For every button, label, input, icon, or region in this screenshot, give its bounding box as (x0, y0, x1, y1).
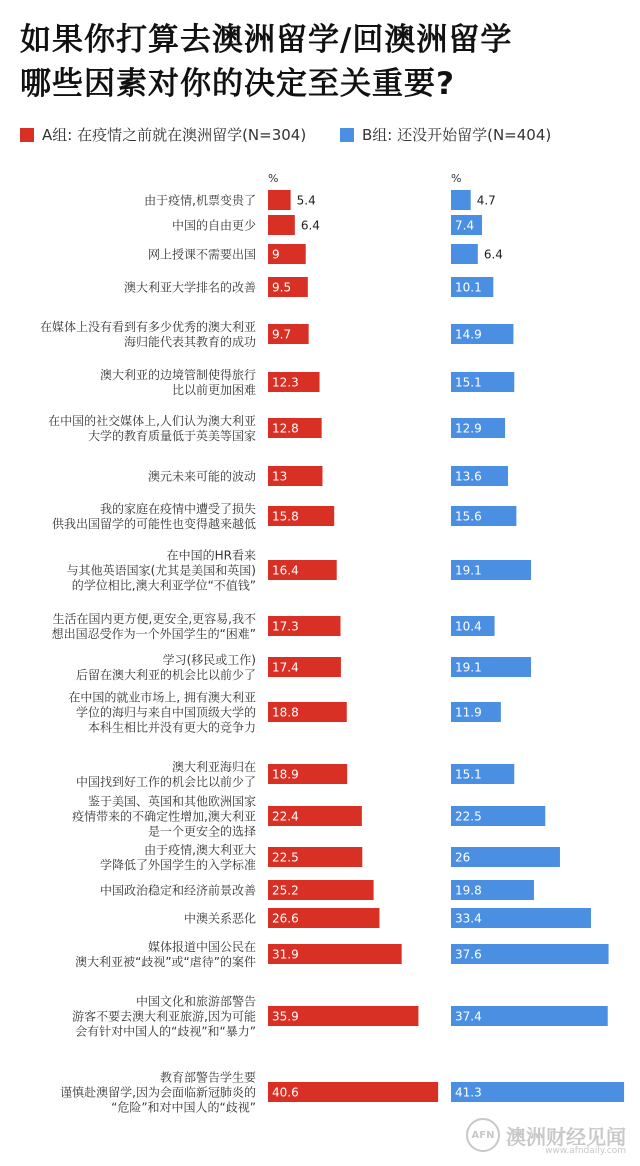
category-label: 由于疫情,机票变贵了 (144, 193, 256, 208)
data-label-group-a: 18.8 (272, 705, 299, 720)
data-label-group-a: 15.8 (272, 509, 299, 524)
category-label: 由于疫情,澳大利亚大学降低了外国学生的入学标准 (99, 843, 256, 872)
data-label-group-a: 6.4 (300, 218, 320, 233)
data-label-group-b: 10.4 (455, 619, 482, 634)
category-label: 我的家庭在疫情中遭受了损失供我出国留学的可能性也变得越来越低 (51, 502, 256, 531)
watermark (466, 1118, 626, 1156)
legend-label-group-a: A组: 在疫情之前就在澳洲留学(N=304) (42, 126, 307, 144)
data-label-group-b: 22.5 (455, 809, 482, 824)
data-label-group-a: 9.7 (272, 327, 292, 342)
data-label-group-a: 13 (272, 469, 288, 484)
data-label-group-b: 19.8 (455, 883, 482, 898)
category-label: 澳大利亚大学排名的改善 (123, 280, 256, 295)
data-label-group-b: 14.9 (455, 327, 482, 342)
data-label-group-b: 13.6 (455, 469, 482, 484)
category-label: 澳大利亚海归在中国找到好工作的机会比以前少了 (75, 760, 256, 789)
data-label-group-b: 12.9 (455, 421, 482, 436)
data-label-group-b: 37.4 (455, 1009, 482, 1024)
bar-group-a (268, 215, 295, 235)
bar-group-b (451, 190, 471, 210)
watermark-logo: AFN (466, 1118, 500, 1152)
data-label-group-b: 19.1 (455, 563, 482, 578)
category-label: 学习(移民或工作)后留在澳大利亚的机会比以前少了 (75, 653, 256, 682)
category-label: 在中国的HR看来与其他英语国家(尤其是美国和英国)的学位相比,澳大利亚学位“不值钱” (66, 548, 256, 593)
data-label-group-a: 12.3 (272, 375, 299, 390)
category-label: 教育部警告学生要谨慎赴澳留学,因为会面临新冠肺炎的“危险”和对中国人的“歧视” (60, 1070, 256, 1115)
data-label-group-b: 15.1 (455, 375, 482, 390)
data-label-group-a: 31.9 (272, 947, 299, 962)
data-label-group-b: 41.3 (455, 1085, 482, 1100)
data-label-group-a: 26.6 (272, 911, 299, 926)
legend-label-group-b: B组: 还没开始留学(N=404) (362, 126, 552, 144)
title-line-2: 哪些因素对你的决定至关重要? (20, 66, 455, 102)
data-label-group-b: 10.1 (455, 280, 482, 295)
data-label-group-a: 5.4 (296, 193, 316, 208)
category-label: 网上授课不需要出国 (147, 247, 256, 262)
category-label: 中澳关系恶化 (183, 911, 256, 926)
category-label: 媒体报道中国公民在澳大利亚被“歧视”或“虐待”的案件 (75, 940, 256, 969)
data-label-group-b: 4.7 (476, 193, 496, 208)
bar-group-b (451, 244, 478, 264)
data-label-group-b: 7.4 (455, 218, 475, 233)
data-label-group-a: 22.5 (272, 850, 299, 865)
category-label: 鉴于美国、英国和其他欧洲国家疫情带来的不确定性增加,澳大利亚是一个更安全的选择 (72, 794, 256, 839)
data-label-group-a: 17.3 (272, 619, 299, 634)
data-label-group-a: 18.9 (272, 767, 299, 782)
category-label: 在中国的就业市场上, 拥有澳大利亚学位的海归与来自中国顶级大学的本科生相比并没有更大的竞争力 (68, 690, 256, 735)
watermark-url: www.afndaily.com (545, 1146, 626, 1156)
data-label-group-b: 6.4 (483, 247, 503, 262)
category-label: 生活在国内更方便,更安全,更容易,我不想出国忍受作为一个外国学生的“困难” (51, 612, 256, 641)
category-label: 在中国的社交媒体上,人们认为澳大利亚大学的教育质量低于英美等国家 (48, 414, 256, 443)
category-label: 澳元未来可能的波动 (147, 469, 256, 484)
data-label-group-b: 33.4 (455, 911, 482, 926)
bar-group-a (268, 190, 291, 210)
data-label-group-b: 15.6 (455, 509, 482, 524)
unit-label-group-b: % (451, 172, 462, 185)
data-label-group-a: 22.4 (272, 809, 299, 824)
data-label-group-b: 37.6 (455, 947, 482, 962)
data-label-group-a: 25.2 (272, 883, 299, 898)
category-label: 中国的自由更少 (171, 218, 256, 233)
data-label-group-b: 19.1 (455, 660, 482, 675)
category-label: 澳大利亚的边境管制使得旅行比以前更加困难 (99, 368, 256, 397)
data-label-group-a: 40.6 (272, 1085, 299, 1100)
data-label-group-a: 35.9 (272, 1009, 299, 1024)
data-label-group-a: 16.4 (272, 563, 299, 578)
category-label: 在媒体上没有看到有多少优秀的澳大利亚海归能代表其教育的成功 (39, 320, 256, 349)
unit-label-group-a: % (268, 172, 279, 185)
data-label-group-a: 9 (272, 247, 280, 262)
data-label-group-b: 15.1 (455, 767, 482, 782)
title-line-1: 如果你打算去澳洲留学/回澳洲留学 (20, 22, 513, 58)
data-label-group-a: 9.5 (272, 280, 292, 295)
data-label-group-b: 26 (455, 850, 471, 865)
category-label: 中国文化和旅游部警告游客不要去澳大利亚旅游,因为可能会有针对中国人的“歧视”和“暴力” (72, 994, 256, 1039)
data-label-group-b: 11.9 (455, 705, 482, 720)
category-label: 中国政治稳定和经济前景改善 (99, 883, 256, 898)
watermark-name: 澳洲财经见闻 (506, 1124, 626, 1149)
data-label-group-a: 17.4 (272, 660, 299, 675)
data-label-group-a: 12.8 (272, 421, 299, 436)
